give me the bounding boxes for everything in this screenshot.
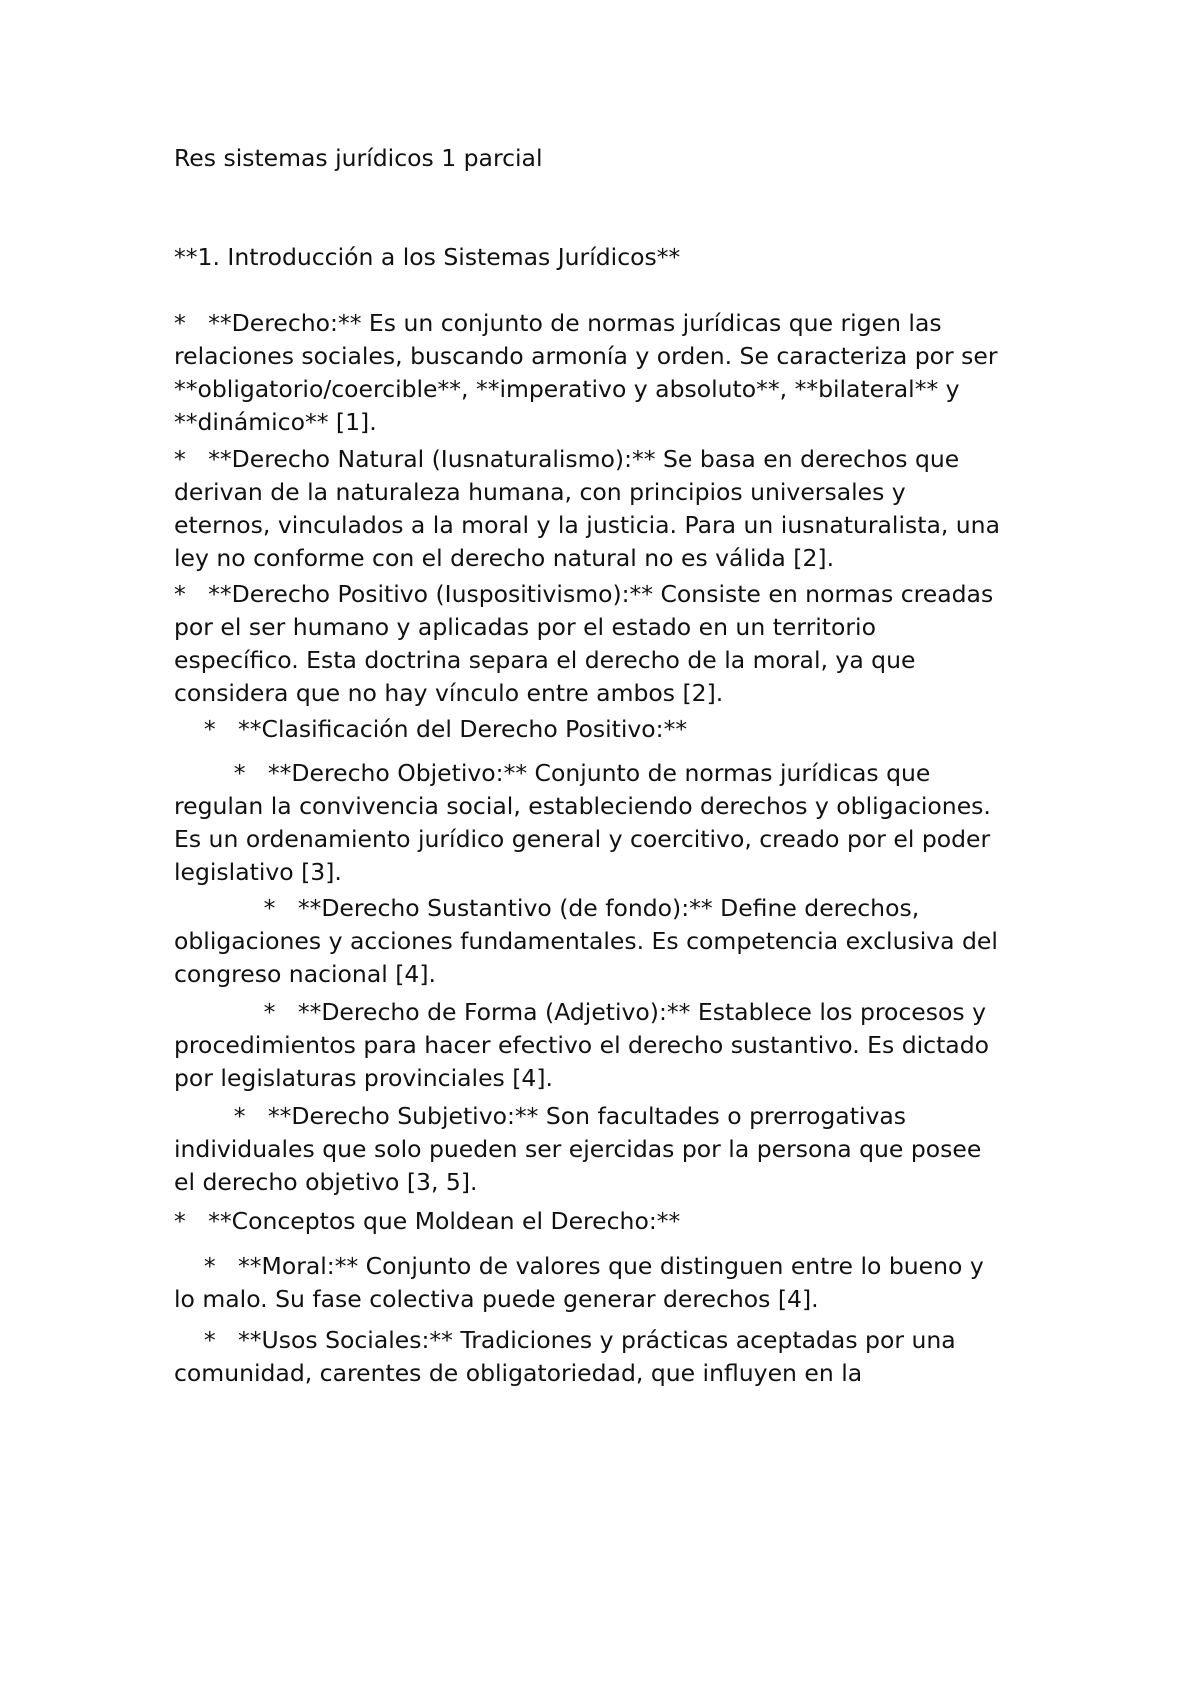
bullet-marker: * — [174, 1207, 209, 1235]
paragraph-derecho — [174, 307, 1054, 439]
paragraph-text: **Derecho de Forma (Adjetivo):** Establece los procesos y procedimientos para hacer efectivo el derecho sustantivo. Es dictado por legislaturas provinciales [4]. — [174, 998, 989, 1092]
paragraph-text: **Conceptos que Moldean el Derecho:** — [208, 1207, 681, 1235]
paragraph-text: **Derecho Objetivo:** Conjunto de normas jurídicas que regulan la convivencia social, estableciendo derechos y obligaciones. Es un ordenamiento jurídico general y coercitivo, creado por el poder legislativo [3]. — [174, 759, 991, 886]
paragraph-text: **Derecho:** Es un conjunto de normas jurídicas que rigen las relaciones sociales, buscando armonía y orden. Se caracteriza por ser **obligatorio/coercible**, **imperativo y absoluto**, **bilateral** y **dinámico** [1]. — [174, 309, 998, 436]
section-heading: **1. Introducción a los Sistemas Jurídicos** — [174, 243, 681, 271]
paragraph-text: **Derecho Natural (Iusnaturalismo):** Se basa en derechos que derivan de la naturaleza humana, con principios universales y eternos, vinculados a la moral y la justicia. Para un iusnaturalista, una ley no conforme con el derecho natural no es válida [2]. — [174, 445, 1000, 572]
paragraph-clasificacion — [174, 713, 1054, 746]
paragraph-moral — [174, 1250, 1054, 1316]
bullet-marker: * — [174, 1326, 239, 1354]
bullet-marker: * — [174, 759, 268, 787]
bullet-marker: * — [174, 1252, 239, 1280]
bullet-marker: * — [174, 715, 239, 743]
paragraph-text: **Derecho Subjetivo:** Son facultades o prerrogativas individuales que solo pueden ser ejercidas por la persona que posee el derecho objetivo [3, 5]. — [174, 1102, 982, 1196]
paragraph-derecho-sustantivo — [174, 892, 1054, 991]
paragraph-conceptos — [174, 1205, 1054, 1238]
bullet-marker: * — [174, 309, 209, 337]
paragraph-derecho-objetivo — [174, 757, 1054, 889]
document-title: Res sistemas jurídicos 1 parcial — [174, 144, 543, 172]
paragraph-text: **Derecho Sustantivo (de fondo):** Define derechos, obligaciones y acciones fundamentales. Es competencia exclusiva del congreso nacional [4]. — [174, 894, 998, 988]
paragraph-derecho-natural — [174, 443, 1054, 575]
bullet-marker: * — [174, 1102, 268, 1130]
bullet-marker: * — [174, 580, 209, 608]
bullet-marker: * — [174, 998, 298, 1026]
paragraph-usos-sociales — [174, 1324, 1054, 1390]
bullet-marker: * — [174, 445, 209, 473]
paragraph-text: **Clasificación del Derecho Positivo:** — [238, 715, 688, 743]
paragraph-text: **Derecho Positivo (Iuspositivismo):** Consiste en normas creadas por el ser humano y aplicadas por el estado en un territorio específico. Esta doctrina separa el derecho de la moral, ya que considera que no hay vínculo entre ambos [2]. — [174, 580, 994, 707]
paragraph-derecho-positivo — [174, 578, 1054, 710]
paragraph-derecho-de-forma — [174, 996, 1054, 1095]
paragraph-derecho-subjetivo — [174, 1100, 1054, 1199]
paragraph-text: **Usos Sociales:** Tradiciones y prácticas aceptadas por una comunidad, carentes de obligatoriedad, que influyen en la — [174, 1326, 956, 1387]
paragraph-text: **Moral:** Conjunto de valores que distinguen entre lo bueno y lo malo. Su fase colectiva puede generar derechos [4]. — [174, 1252, 984, 1313]
bullet-marker: * — [174, 894, 298, 922]
